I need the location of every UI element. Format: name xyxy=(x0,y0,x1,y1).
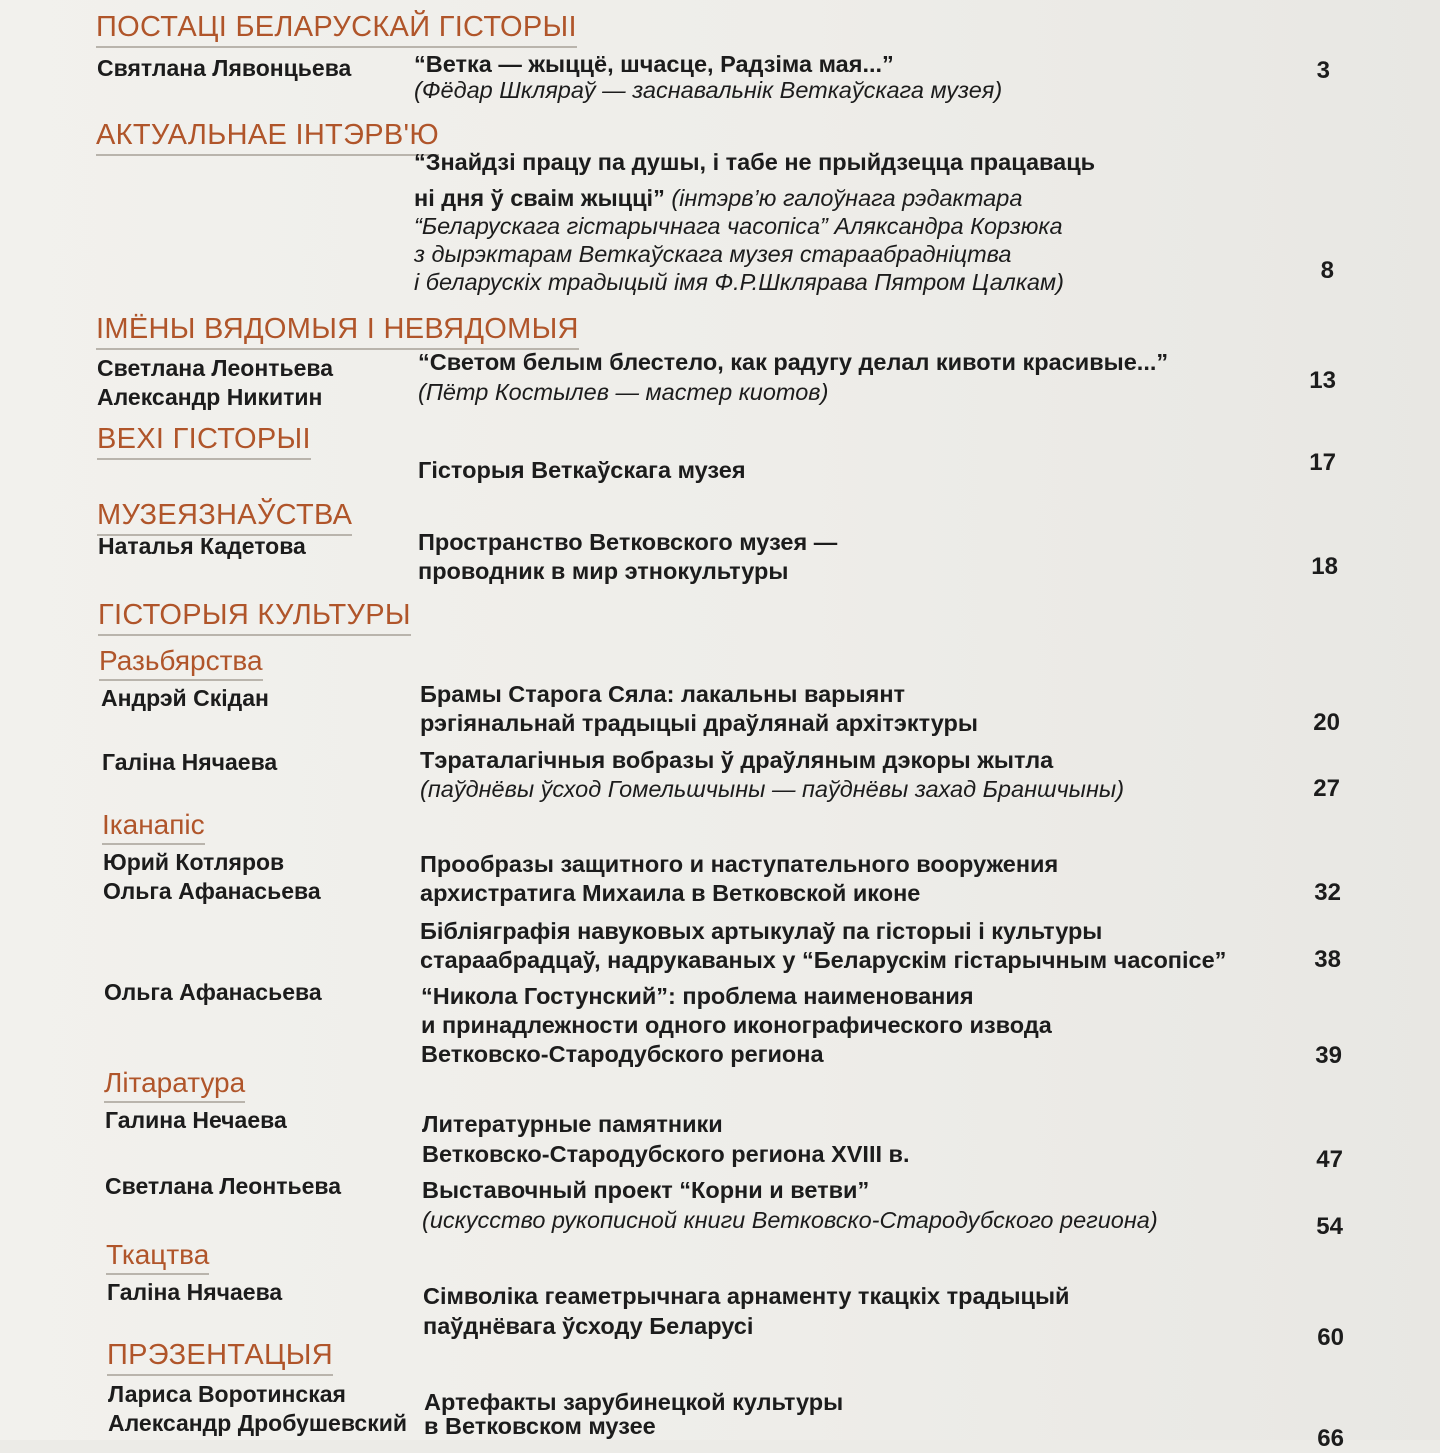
section-heading: МУЗЕЯЗНАЎСТВА xyxy=(97,500,352,536)
entry-title: “Никола Гостунский”: проблема наименования xyxy=(421,983,974,1009)
entry-title: Бібліяграфія навуковых артыкулаў па гісторыі і культуры xyxy=(420,918,1103,944)
entry-author: Александр Дробушевский xyxy=(108,1410,407,1436)
entry-title: Брамы Старога Сяла: лакальны варыянт xyxy=(420,681,906,707)
subsection-heading: Разьбярства xyxy=(99,646,263,681)
entry-title: Ветковско-Стародубского региона XVIII в. xyxy=(422,1141,910,1167)
entry-subtitle: (Фёдар Шкляраў — заснавальнік Веткаўскага музея) xyxy=(414,77,1003,103)
entry-page-number: 66 xyxy=(1317,1425,1344,1452)
section-heading: АКТУАЛЬНАЕ ІНТЭРВ'Ю xyxy=(96,120,439,156)
entry-title: Тэраталагічныя вобразы ў драўляным дэкоры жытла xyxy=(420,747,1054,773)
subsection-heading: Літаратура xyxy=(104,1068,245,1103)
entry-page-number: 8 xyxy=(1320,257,1334,284)
entry-author: Галина Нечаева xyxy=(105,1107,287,1133)
entry-author: Святлана Лявонцьева xyxy=(97,55,352,81)
entry-title: “Светом белым блестело, как радугу делал кивоти красивые...” xyxy=(418,349,1169,375)
entry-title: проводник в мир этнокультуры xyxy=(418,558,789,584)
entry-subtitle: (паўднёвы ўсход Гомельшчыны — паўднёвы захад Браншчыны) xyxy=(420,776,1125,802)
entry-title: рэгіянальнай традыцыі драўлянай архітэктуры xyxy=(420,710,978,736)
entry-author: Ольга Афанасьева xyxy=(104,979,322,1005)
entry-author: Андрэй Скідан xyxy=(101,685,269,711)
entry-subtitle: з дырэктарам Веткаўскага музея стараабраднiцтва xyxy=(414,241,1012,267)
entry-page-number: 38 xyxy=(1314,946,1341,973)
entry-page-number: 60 xyxy=(1317,1324,1344,1351)
entry-title: и принадлежности одного иконографического извода xyxy=(421,1012,1052,1038)
entry-author: Ольга Афанасьева xyxy=(103,878,321,904)
entry-author: Александр Никитин xyxy=(97,384,323,410)
entry-page-number: 27 xyxy=(1313,775,1340,802)
entry-page-number: 54 xyxy=(1316,1213,1343,1240)
entry-page-number: 18 xyxy=(1311,553,1338,580)
subsection-heading: Ткацтва xyxy=(106,1240,209,1275)
subsection-heading: Іканапіс xyxy=(102,810,205,845)
entry-title: “Знайдзі працу па душы, і табе не прыйдзецца працаваць xyxy=(414,149,1096,175)
entry-page-number: 13 xyxy=(1309,367,1336,394)
entry-title: Артефакты зарубинецкой культуры xyxy=(424,1389,844,1415)
entry-page-number: 20 xyxy=(1313,709,1340,736)
section-heading: ПРЭЗЕНТАЦЫЯ xyxy=(107,1340,333,1376)
entry-title: Пространство Ветковского музея — xyxy=(418,529,838,555)
entry-page-number: 3 xyxy=(1316,57,1330,84)
entry-author: Лариса Воротинская xyxy=(108,1381,346,1407)
entry-title: в Ветковском музее xyxy=(424,1413,656,1439)
entry-title: архистратига Михаила в Ветковской иконе xyxy=(420,880,921,906)
entry-title: Выставочный проект “Корни и ветви” xyxy=(422,1177,870,1203)
entry-page-number: 39 xyxy=(1315,1042,1342,1069)
entry-title: стараабрадцаў, надрукаваных у “Беларускім гістарычным часопісе” xyxy=(420,947,1227,973)
entry-page-number: 32 xyxy=(1314,879,1341,906)
entry-title: Прообразы защитного и наступательного вооружения xyxy=(420,851,1059,877)
entry-title: “Ветка — жыццё, шчасце, Радзіма мая...” xyxy=(414,51,894,77)
entry-title: Ветковско-Стародубского региона xyxy=(421,1041,824,1067)
entry-author: Юрий Котляров xyxy=(103,849,285,875)
section-heading: ГІСТОРЫЯ КУЛЬТУРЫ xyxy=(98,600,411,636)
entry-author: Наталья Кадетова xyxy=(98,533,306,559)
entry-title: Литературные памятники xyxy=(422,1111,723,1137)
entry-page-number: 47 xyxy=(1316,1146,1343,1173)
entry-title: ні дня ў сваім жыцці” (інтэрв’ю галоўнага рэдактара xyxy=(414,185,1023,211)
section-heading: ВЕХІ ГІСТОРЫІ xyxy=(97,424,311,460)
entry-subtitle: “Беларускага гістарычнага часопіса” Аляксандра Корзюка xyxy=(414,213,1063,239)
entry-author: Галіна Нячаева xyxy=(102,749,278,775)
entry-author: Галіна Нячаева xyxy=(107,1279,283,1305)
entry-title: паўднёвага ўсходу Беларусі xyxy=(423,1313,754,1339)
entry-subtitle: (Пётр Костылев — мастер киотов) xyxy=(418,379,829,405)
entry-author: Светлана Леонтьева xyxy=(105,1173,342,1199)
section-heading: ІМЁНЫ ВЯДОМЫЯ І НЕВЯДОМЫЯ xyxy=(96,314,579,350)
entry-title: Гісторыя Веткаўскага музея xyxy=(418,457,746,483)
entry-page-number: 17 xyxy=(1309,449,1336,476)
entry-subtitle: (искусство рукописной книги Ветковско-Стародубского региона) xyxy=(422,1207,1158,1233)
entry-subtitle: і беларускіх традыцый імя Ф.Р.Шклярава Пятром Цалкам) xyxy=(414,269,1064,295)
section-heading: ПОСТАЦІ БЕЛАРУСКАЙ ГІСТОРЫІ xyxy=(96,12,577,48)
entry-author: Светлана Леонтьева xyxy=(97,355,334,381)
entry-title: Сімволіка геаметрычнага арнаменту ткацкіх традыцый xyxy=(423,1283,1070,1309)
